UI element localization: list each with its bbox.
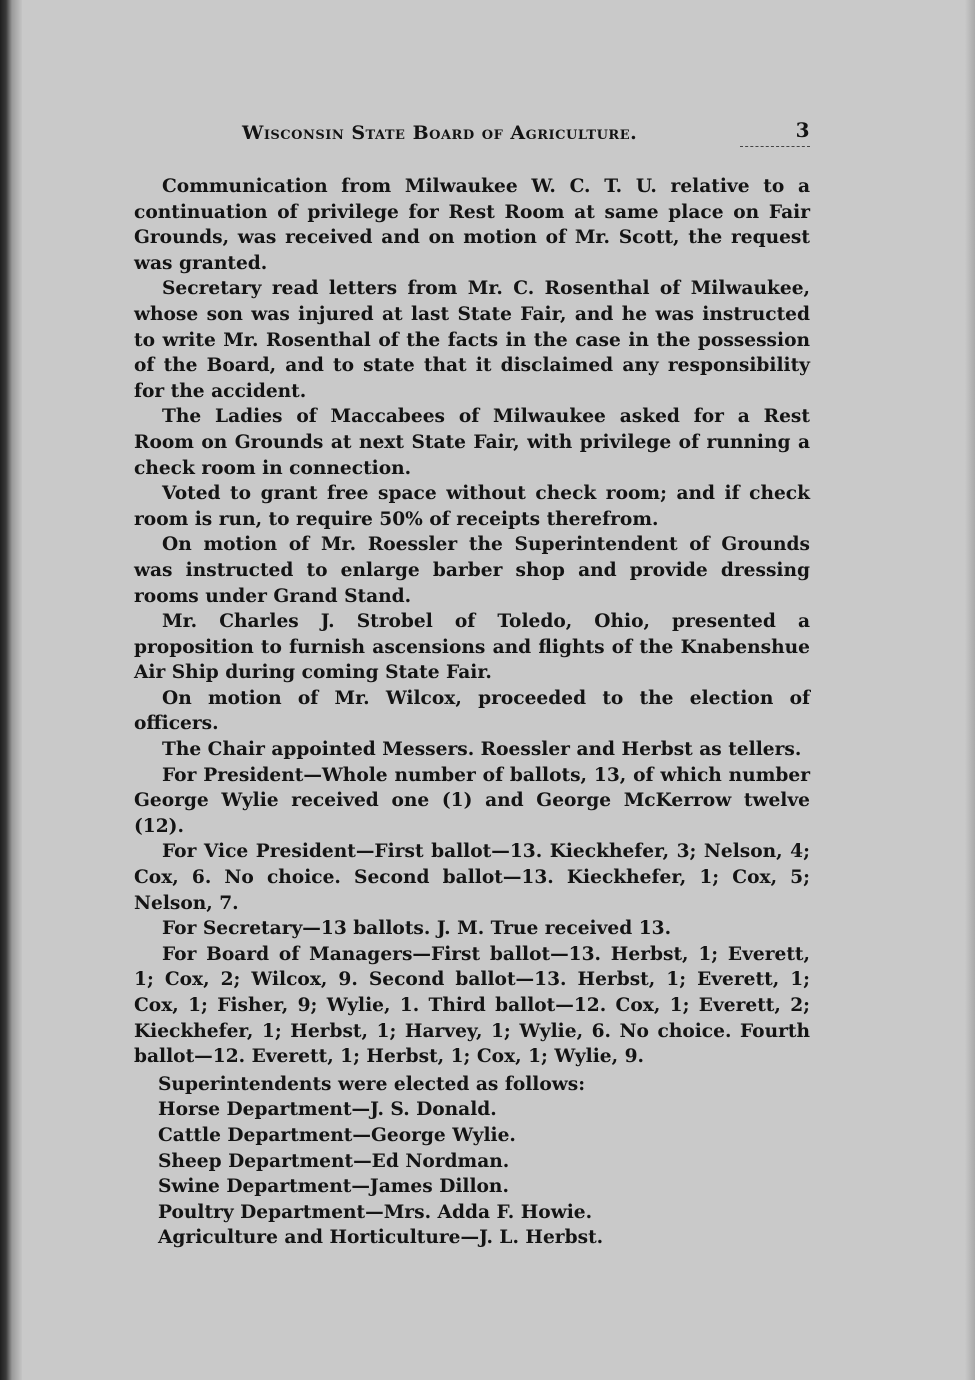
list-item-poultry: Poultry Department—Mrs. Adda F. Howie.	[158, 1201, 593, 1223]
paragraph-air-ship: Mr. Charles J. Strobel of Toledo, Ohio, presented a proposition to furnish ascensions and flights of the Knabenshue Air Ship during coming State Fair.	[134, 611, 810, 684]
paragraph-rosenthal: Secretary read letters from Mr. C. Rosenthal of Milwaukee, whose son was injured at last State Fair, and he was instructed to write Mr. Rosenthal of the facts in the case in the possession of the Board, and to state that it disclaimed any responsibility for the accident.	[134, 278, 810, 402]
paragraph-president: For President—Whole number of ballots, 13, of which number George Wylie received one (1) and George McKerrow twelve (12).	[134, 764, 810, 837]
superintendents-intro: Superintendents were elected as follows:	[158, 1073, 586, 1095]
paragraph-barber-shop: On motion of Mr. Roessler the Superintendent of Grounds was instructed to enlarge barber shop and provide dressing rooms under Grand Stand.	[134, 534, 810, 607]
paragraph-wctu: Communication from Milwaukee W. C. T. U. relative to a continuation of privilege for Rest Room at same place on Fair Grounds, was received and on motion of Mr. Scott, the request was granted.	[134, 176, 810, 274]
scan-right-edge	[965, 0, 975, 1380]
scan-binding-edge	[0, 0, 22, 1380]
list-item-horse: Horse Department—J. S. Donald.	[158, 1099, 497, 1121]
list-item-sheep: Sheep Department—Ed Nordman.	[158, 1150, 510, 1172]
paragraph-check-room: Voted to grant free space without check room; and if check room is run, to require 50% of receipts therefrom.	[134, 483, 810, 530]
minutes-body	[134, 174, 810, 1070]
paragraph-board-of-managers: For Board of Managers—First ballot—13. Herbst, 1; Everett, 1; Cox, 2; Wilcox, 9. Second ballot—13. Herbst, 1; Everett, 1; Cox, 1; Fisher, 9; Wylie, 1. Third ballot—12. Cox, 1; Everett, 2; Kieckhefer, 1; Herbst, 1; Harvey, 1; Wylie, 6. No choice. Fourth ballot—12. Everett, 1; Herbst, 1; Cox, 1; Wylie, 9.	[134, 943, 810, 1068]
document-page	[134, 112, 810, 1251]
running-header	[134, 112, 810, 146]
header-rule	[740, 146, 810, 147]
running-title: Wisconsin State Board of Agriculture.	[242, 122, 638, 144]
paragraph-tellers: The Chair appointed Messers. Roessler and Herbst as tellers.	[162, 739, 802, 761]
superintendents-list	[134, 1072, 810, 1251]
list-item-swine: Swine Department—James Dillon.	[158, 1176, 509, 1198]
paragraph-vice-president: For Vice President—First ballot—13. Kieckhefer, 3; Nelson, 4; Cox, 6. No choice. Second ballot—13. Kieckhefer, 1; Cox, 5; Nelson, 7.	[134, 841, 810, 914]
paragraph-election-motion: On motion of Mr. Wilcox, proceeded to the election of officers.	[134, 687, 810, 735]
list-item-agriculture: Agriculture and Horticulture—J. L. Herbst.	[158, 1227, 604, 1249]
page-number: 3	[795, 118, 810, 142]
list-item-cattle: Cattle Department—George Wylie.	[158, 1124, 516, 1146]
paragraph-maccabees: The Ladies of Maccabees of Milwaukee asked for a Rest Room on Grounds at next State Fair, with privilege of running a check room in connection.	[134, 406, 810, 479]
paragraph-secretary: For Secretary—13 ballots. J. M. True received 13.	[162, 918, 672, 940]
